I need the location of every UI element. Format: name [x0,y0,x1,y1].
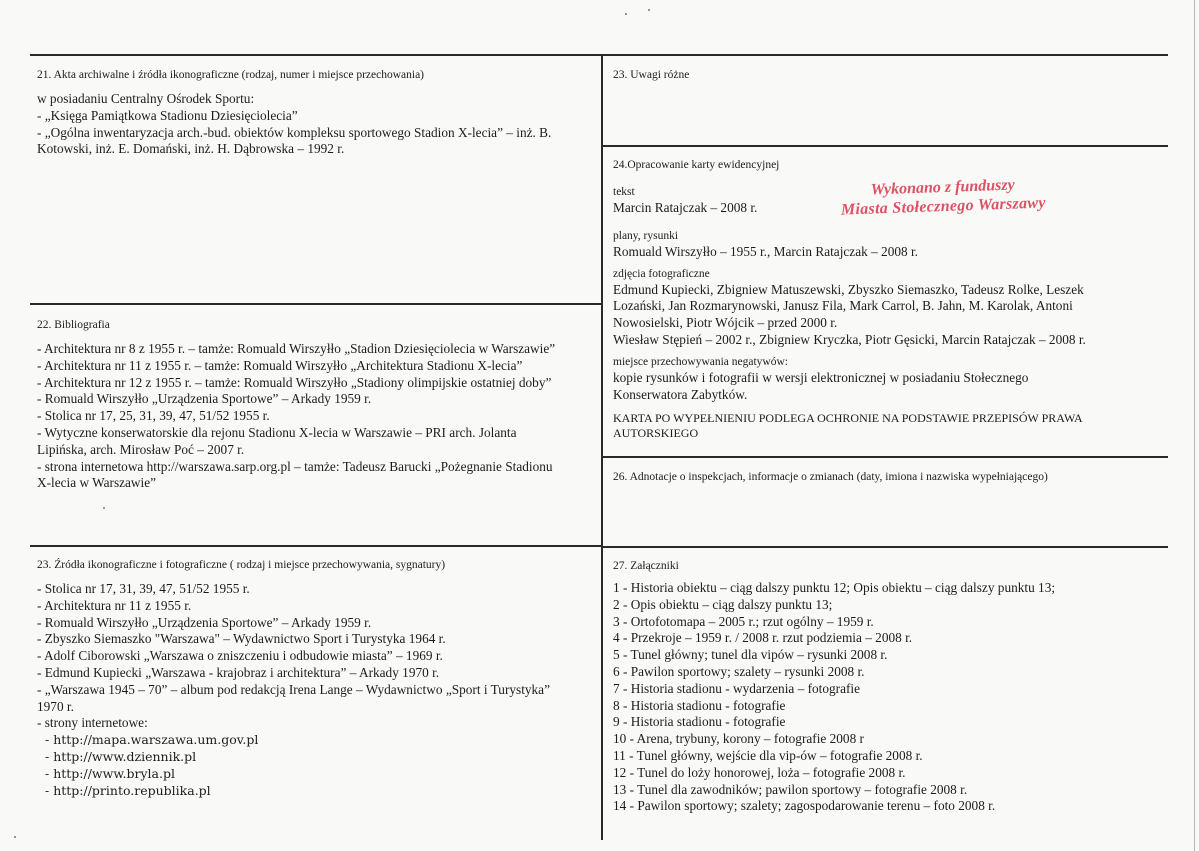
bibliography-item: - strona internetowa http://warszawa.sarp.org.pl – tamże: Tadeusz Barucki „Pożegnanie Stadionu [37,458,553,474]
negatives-line: kopie rysunków i fotografii w wersji elektronicznej w posiadaniu Stołecznego [613,369,1029,385]
text-author-label: tekst [613,186,635,198]
copyright-notice [613,411,1173,441]
url-item: - http://www.dziennik.pl [45,748,197,764]
url-list [37,732,597,799]
left-divider-1 [30,303,602,305]
scan-speck [648,9,650,11]
source-item: - Edmund Kupiecki „Warszawa - krajobraz i architektura” – Arkady 1970 r. [37,664,440,680]
attachment-item: 10 - Arena, trybuny, korony – fotografie 2008 r [613,731,864,747]
photos-label: zdjęcia fotograficzne [613,267,710,280]
right-divider-2 [601,456,1168,458]
photos-line: Wiesław Stępień – 2002 r., Zbigniew Kryczka, Piotr Gęsicki, Marcin Ratajczak – 2008 r. [613,331,1086,347]
section-26-annotations [613,470,1173,493]
section-21-archives [37,68,597,158]
bibliography-item: - Wytyczne konserwatorskie dla rejonu Stadionu X-lecia w Warszawie – PRI arch. Jolanta [37,424,517,440]
stamp-line: Wykonano z funduszy [870,176,1015,199]
copyright-line: KARTA PO WYPEŁNIENIU PODLEGA OCHRONIE NA PODSTAWIE PRZEPISÓW PRAWA [613,411,1083,426]
section-21-body [37,91,597,158]
source-item: - Romuald Wirszyłło „Urządzenia Sportowe” – Arkady 1959 r. [37,614,372,630]
section-23-remarks [613,68,1163,91]
section-27-header: 27. Załączniki [613,560,679,572]
negatives-location [613,370,1173,404]
bibliography-item: Lipińska, arch. Mirosław Poć – 2007 r. [37,441,245,457]
source-item: - strony internetowe: [37,715,148,731]
bibliography-item: - Architektura nr 12 z 1955 r. – tamże: Romuald Wirszyłło „Stadiony olimpijskie ostatniej doby” [37,374,552,390]
section-23-iconographic-sources [37,558,597,799]
bibliography-item: X-lecia w Warszawie” [37,475,157,491]
source-item: - Stolica nr 17, 31, 39, 47, 51/52 1955 r. [37,581,250,596]
attachment-item: 13 - Tunel dla zawodników; pawilon sportowy – fotografie 2008 r. [613,781,968,797]
attachment-item: 12 - Tunel do loży honorowej, loża – fotografie 2008 r. [613,764,906,780]
scan-speck [14,836,16,838]
top-border-line [30,54,1168,56]
negatives-line: Konserwatora Zabytków. [613,386,748,402]
sources-list [37,581,597,799]
attachment-item: 6 - Pawilon sportowy; szalety – rysunki 2008 r. [613,663,865,679]
archive-line: w posiadaniu Centralny Ośrodek Sportu: [37,91,255,106]
bibliography-list [37,341,597,492]
url-item: - http://printo.republika.pl [45,782,211,798]
section-21-header: 21. Akta archiwalne i źródła ikonograficzne (rodzaj, numer i miejsce przechowania) [37,69,424,81]
attachment-item: 11 - Tunel główny, wejście dla vip-ów – fotografie 2008 r. [613,747,923,763]
source-item: 1970 r. [37,698,74,714]
scan-speck [103,507,105,509]
source-item: - „Warszawa 1945 – 70” – album pod redakcją Irena Lange – Wydawnictwo „Sport i Turystyka” [37,681,550,697]
photos-line: Nowosielski, Piotr Wójcik – przed 2000 r. [613,315,838,331]
text-author-value: Marcin Ratajczak – 2008 r. [613,200,758,215]
attachment-item: 8 - Historia stadionu - fotografie [613,697,786,713]
left-divider-2 [30,545,602,547]
photos-line: Lozański, Jan Rozmarynowski, Janusz Fila, Mark Carrol, B. Jahn, M. Karolak, Antoni [613,298,1073,314]
photos-line: Edmund Kupiecki, Zbigniew Matuszewski, Zbyszko Siemaszko, Tadeusz Rolke, Leszek [613,281,1084,297]
plans-label: plany, rysunki [613,229,679,242]
scan-speck [625,13,627,15]
attachment-item: 5 - Tunel główny; tunel dla vipów – rysunki 2008 r. [613,647,888,663]
photos-authors [613,282,1173,349]
archive-line: - „Ogólna inwentaryzacja arch.-bud. obiektów kompleksu sportowego Stadion X-lecia” – inż. B. [37,124,552,140]
attachment-item: 9 - Historia stadionu - fotografie [613,714,786,730]
right-divider-3 [601,546,1168,548]
right-edge-line [1194,0,1195,851]
archive-line: Kotowski, inż. E. Domański, inż. H. Dąbrowska – 1992 r. [37,141,345,157]
bibliography-item: - Romuald Wirszyłło „Urządzenia Sportowe” – Arkady 1959 r. [37,391,372,407]
bibliography-item: - Stolica nr 17, 25, 31, 39, 47, 51/52 1955 r. [37,408,270,424]
center-divider-line [601,54,603,840]
source-item: - Zbyszko Siemaszko "Warszawa" – Wydawnictwo Sport i Turystyka 1964 r. [37,631,446,647]
attachment-item: 7 - Historia stadionu - wydarzenia – fotografie [613,680,861,696]
url-item: - http://mapa.warszawa.um.gov.pl [45,732,259,748]
copyright-line: AUTORSKIEGO [613,426,699,441]
section-26-header: 26. Adnotacje o inspekcjach, informacje o zmianach (daty, imiona i nazwiska wypełniającego) [613,471,1048,483]
section-23-header: 23. Źródła ikonograficzne i fotograficzne ( rodzaj i miejsce przechowywania, sygnatury) [37,559,446,571]
attachment-item: 3 - Ortofotomapa – 2005 r.; rzut ogólny – 1959 r. [613,613,874,629]
plans-value: Romuald Wirszyłło – 1955 r., Marcin Ratajczak – 2008 r. [613,243,918,259]
negatives-label: miejsce przechowywania negatywów: [613,355,788,368]
bibliography-item: - Architektura nr 11 z 1955 r. – tamże: Romuald Wirszyłło „Architektura Stadionu X-lecia” [37,357,523,373]
source-item: - Architektura nr 11 z 1955 r. [37,597,192,613]
section-27-attachments [613,559,1173,815]
archive-line: - „Księga Pamiątkowa Stadionu Dziesięciolecia” [37,107,298,123]
section-24-header: 24.Opracowanie karty ewidencyjnej [613,159,780,171]
attachments-list [613,580,1173,815]
url-item: - http://www.bryla.pl [45,765,175,781]
attachment-item: 2 - Opis obiektu – ciąg dalszy punktu 13; [613,596,833,612]
right-divider-1 [601,145,1168,147]
remarks-header: 23. Uwagi różne [613,69,690,81]
bibliography-item: - Architektura nr 8 z 1955 r. – tamże: Romuald Wirszyłło „Stadion Dziesięciolecia w Warszawie” [37,341,556,356]
attachment-item: 4 - Przekroje – 1959 r. / 2008 r. rzut podziemia – 2008 r. [613,630,913,646]
stamp-line: Miasta Stołecznego Warszawy [840,194,1047,219]
attachment-item: 14 - Pawilon sportowy; szalety; zagospodarowanie terenu – foto 2008 r. [613,798,996,814]
source-item: - Adolf Ciborowski „Warszawa o zniszczeniu i odbudowie miasta” – 1969 r. [37,648,443,664]
section-22-bibliography [37,318,597,492]
section-22-header: 22. Bibliografia [37,319,110,331]
attachment-item: 1 - Historia obiektu – ciąg dalszy punktu 12; Opis obiektu – ciąg dalszy punktu 13; [613,580,1056,595]
